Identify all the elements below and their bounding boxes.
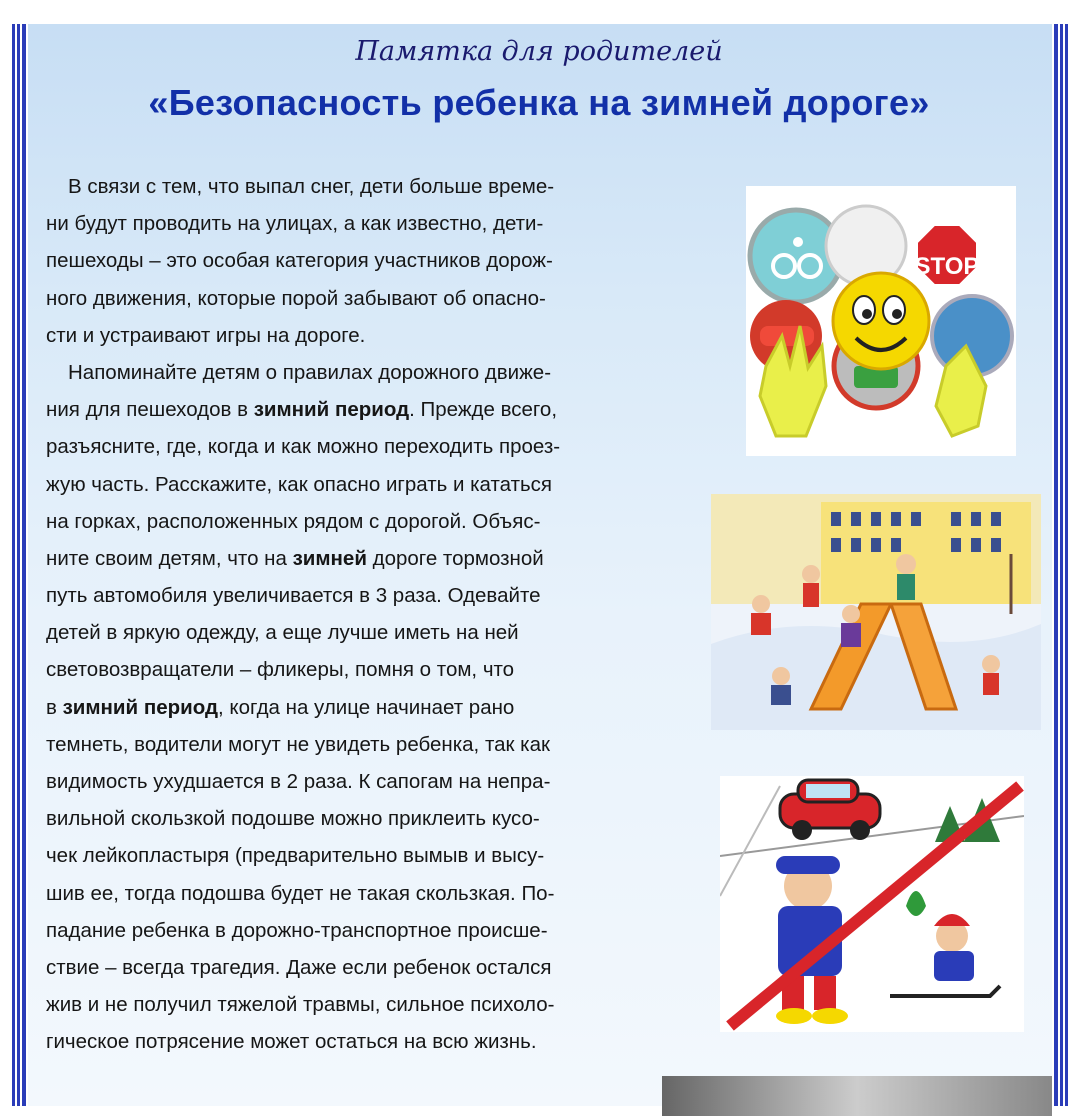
text-segment: дороге тормозной: [366, 546, 544, 570]
text-segment: чек лейкопластыря (предварительно вымыв и высу-: [46, 844, 545, 868]
text-line: [46, 614, 696, 651]
text-segment: темнеть, водители могут не увидеть ребенка, так как: [46, 732, 550, 756]
stop-sign-text: STOP: [914, 253, 980, 280]
text-line: [46, 354, 696, 391]
text-line: [46, 168, 696, 205]
text-segment: ни будут проводить на улицах, а как известно, дети-: [46, 212, 544, 236]
page-frame-left: [12, 24, 26, 1106]
text-line: [46, 577, 696, 614]
text-segment: гическое потрясение может остаться на всю жизнь.: [46, 1030, 537, 1054]
page-title: «Безопасность ребенка на зимней дороге»: [148, 82, 930, 123]
text-line: [46, 242, 696, 279]
text-segment: ните своим детям, что на: [46, 546, 293, 570]
text-segment: пешеходы – это особая категория участников дорож-: [46, 249, 553, 273]
text-line: [46, 689, 696, 726]
page-subtitle: Памятка для родителей: [355, 36, 723, 67]
text-segment: путь автомобиля увеличивается в 3 раза. Одевайте: [46, 584, 541, 608]
text-line: [46, 837, 696, 874]
text-line: [46, 503, 696, 540]
text-line: [46, 651, 696, 688]
text-segment: световозвращатели – фликеры, помня о том, что: [46, 658, 515, 682]
emphasis-text: зимний период: [62, 695, 219, 719]
text-line: [46, 466, 696, 503]
reflectors-illustration: [746, 186, 1016, 456]
text-segment: жив и не получил тяжелой травмы, сильное психоло-: [46, 993, 555, 1017]
text-line: [46, 540, 696, 577]
text-line: [46, 800, 696, 837]
text-line: [46, 205, 696, 242]
text-segment: ного движения, которые порой забывают об опасно-: [46, 286, 546, 310]
text-segment: падание ребенка в дорожно-транспортное происше-: [46, 918, 548, 942]
photo-fragment: [662, 1076, 1052, 1116]
text-line: [46, 280, 696, 317]
text-segment: детей в яркую одежду, а еще лучше иметь на ней: [46, 621, 519, 645]
text-segment: жую часть. Расскажите, как опасно играть и кататься: [46, 472, 553, 496]
emphasis-text: зимний период: [253, 398, 410, 422]
emphasis-text: зимней: [292, 546, 367, 570]
text-segment: вильной скользкой подошве можно приклеить кусо-: [46, 807, 540, 831]
text-segment: шив ее, тогда подошва будет не такая скользкая. По-: [46, 881, 555, 905]
text-line: [46, 726, 696, 763]
text-line: [46, 317, 696, 354]
text-line: [46, 912, 696, 949]
text-line: [46, 391, 696, 428]
text-segment: видимость ухудшается в 2 раза. К сапогам на непра-: [46, 770, 551, 793]
page-frame-right: [1054, 24, 1068, 1106]
memo-text: [46, 168, 696, 1061]
text-line: [46, 763, 696, 800]
text-segment: ния для пешеходов в: [46, 398, 254, 422]
text-line: [46, 986, 696, 1023]
text-line: [46, 875, 696, 912]
text-segment: разъясните, где, когда и как можно переходить проез-: [46, 435, 561, 459]
text-segment: на горках, расположенных рядом с дорогой. Объяс-: [46, 509, 541, 533]
text-segment: в: [46, 695, 63, 719]
text-segment: ствие – всегда трагедия. Даже если ребенок остался: [46, 955, 552, 979]
text-line: [46, 1023, 696, 1060]
text-segment: , когда на улице начинает рано: [218, 695, 515, 719]
text-line: [46, 428, 696, 465]
text-segment: Напоминайте детям о правилах дорожного движе-: [68, 360, 552, 384]
winter-slide-illustration: [711, 494, 1041, 730]
road-danger-illustration: [720, 776, 1024, 1032]
text-line: [46, 949, 696, 986]
text-segment: . Прежде всего,: [409, 398, 558, 422]
text-segment: сти и устраивают игры на дороге.: [46, 323, 366, 347]
text-segment: В связи с тем, что выпал снег, дети больше време-: [68, 175, 555, 198]
